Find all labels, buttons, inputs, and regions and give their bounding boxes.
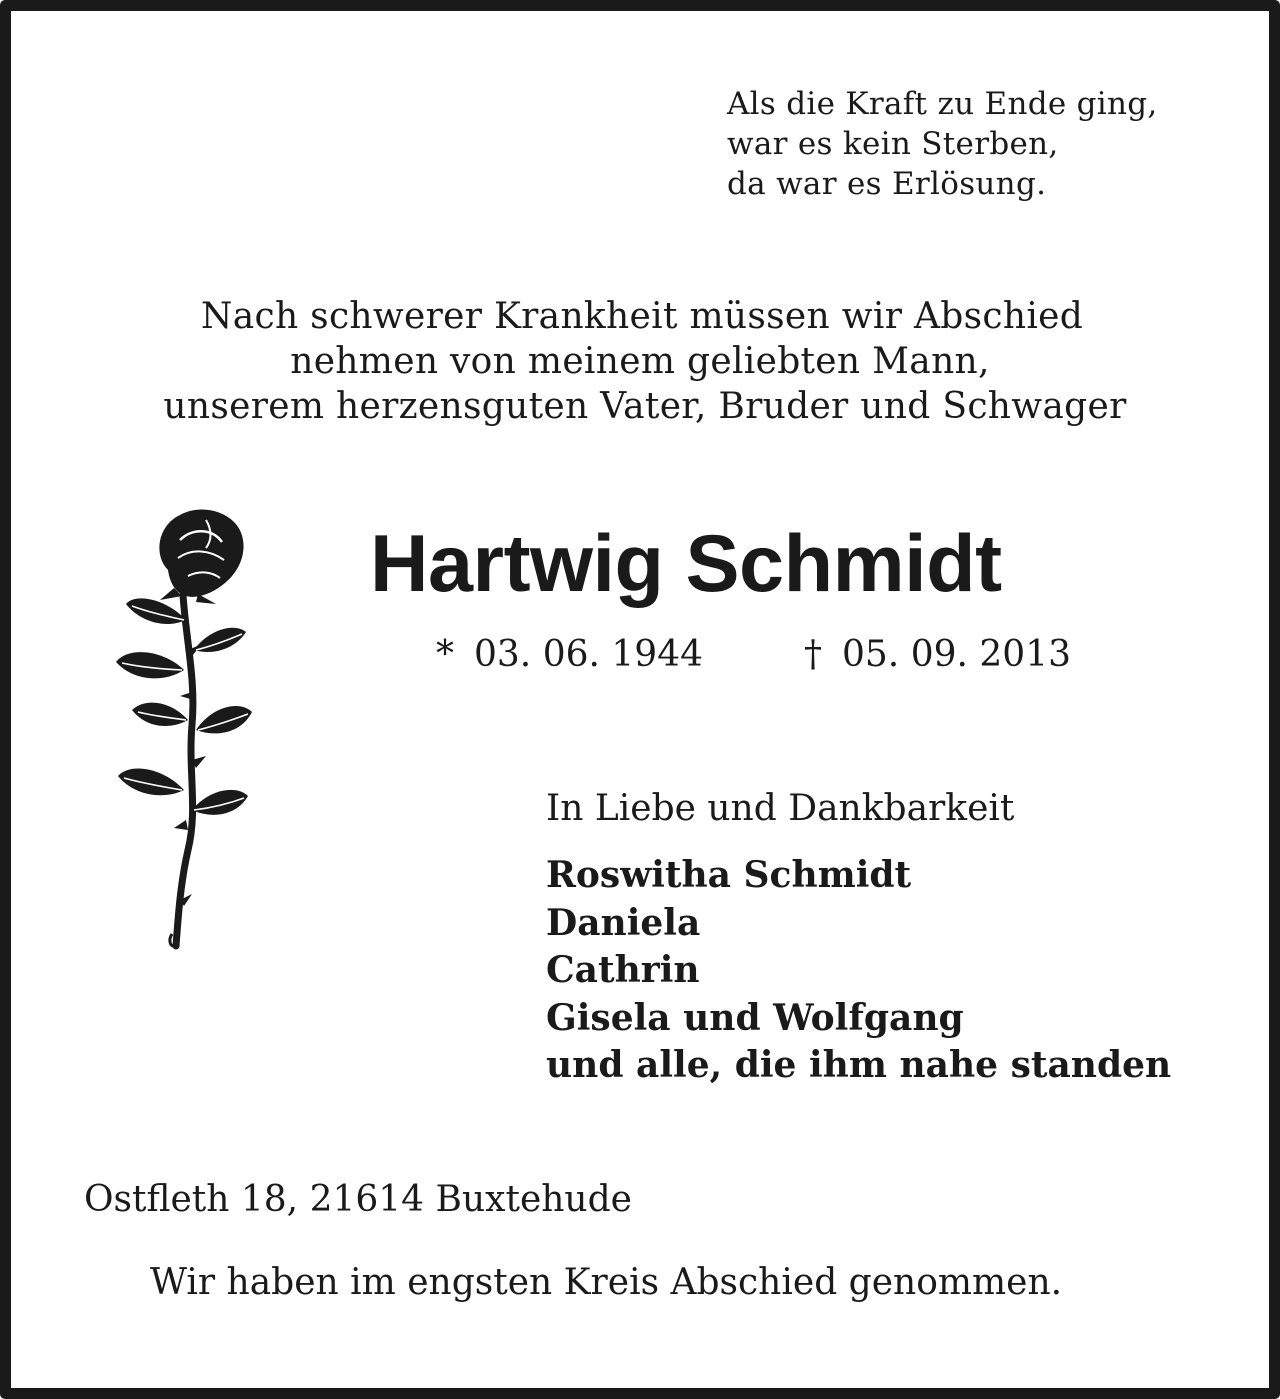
signers-intro: In Liebe und Dankbarkeit	[546, 788, 1015, 829]
birth-date-line	[436, 632, 703, 678]
signers-list	[546, 852, 1171, 1090]
signer-name: Cathrin	[546, 949, 700, 991]
signers-block	[546, 786, 1171, 1090]
deceased-name: Hartwig Schmidt	[370, 519, 1002, 609]
intro-text	[0, 294, 1280, 429]
poem-line: Als die Kraft zu Ende ging,	[727, 86, 1158, 122]
signer-name: Gisela und Wolfgang	[546, 996, 964, 1039]
intro-line: nehmen von meinem geliebten Mann,	[290, 341, 990, 382]
rose-icon	[108, 500, 258, 955]
signer-name: Roswitha Schmidt	[546, 854, 912, 896]
poem-line: da war es Erlösung.	[727, 166, 1047, 202]
intro-line: Nach schwerer Krankheit müssen wir Abschied	[200, 296, 1084, 337]
poem	[727, 84, 1158, 204]
intro-line: unserem herzensguten Vater, Bruder und Schwager	[163, 386, 1127, 427]
death-symbol: †	[804, 634, 822, 675]
address: Ostfleth 18, 21614 Buxtehude	[84, 1179, 632, 1220]
signer-name: und alle, die ihm nahe standen	[546, 1044, 1172, 1086]
birth-symbol: *	[436, 634, 454, 675]
closing-note: Wir haben im engsten Kreis Abschied genommen.	[150, 1262, 1063, 1303]
death-date-line	[804, 632, 1071, 678]
signer-name: Daniela	[546, 901, 701, 944]
death-date: 05. 09. 2013	[842, 634, 1072, 675]
poem-line: war es kein Sterben,	[727, 126, 1059, 162]
birth-date: 03. 06. 1944	[474, 634, 704, 675]
